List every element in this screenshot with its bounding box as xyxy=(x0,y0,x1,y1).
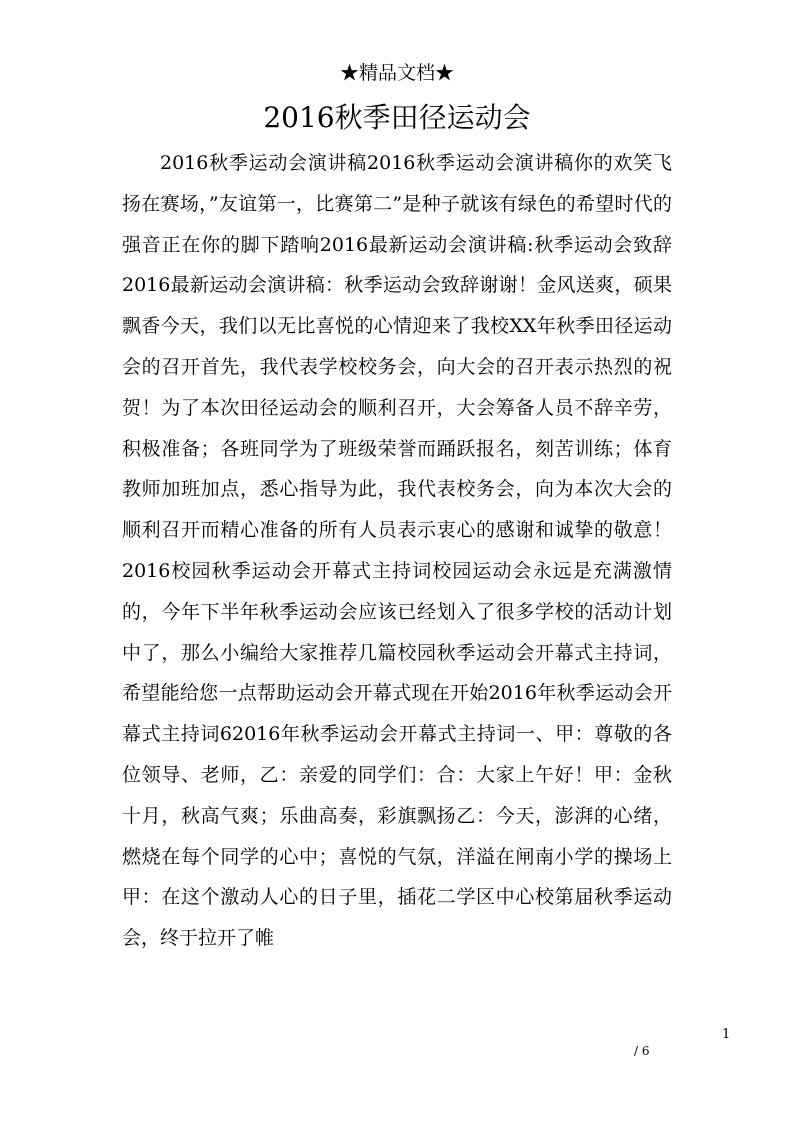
page-number: 1 xyxy=(722,1027,731,1042)
document-body: 2016秋季运动会演讲稿2016秋季运动会演讲稿你的欢笑飞扬在赛场，”友谊第一，比赛第二”是种子就该有绿色的希望时代的强音正在你的脚下踏响2016最新运动会演讲稿:秋季运动会致辞2016最新运动会演讲稿：秋季运动会致辞谢谢！金风送爽，硕果飘香今天，我们以无比喜悦的心情迎来了我校XX年秋季田径运动会的召开首先，我代表学校校务会，向大会的召开表示热烈的祝贺！为了本次田径运动会的顺利召开，大会筹备人员不辞辛劳，积极准备；各班同学为了班级荣誉而踊跃报名，刻苦训练；体育教师加班加点，悉心指导为此，我代表校务会，向为本次大会的顺利召开而精心准备的所有人员表示衷心的感谢和诚挚的敬意！2016校园秋季运动会开幕式主持词校园运动会永远是充满激情的，今年下半年秋季运动会应该已经划入了很多学校的活动计划中了，那么小编给大家推荐几篇校园秋季运动会开幕式主持词，希望能给您一点帮助运动会开幕式现在开始2016年秋季运动会开幕式主持词62016年秋季运动会开幕式主持词一、甲：尊敬的各位领导、老师，乙：亲爱的同学们：合：大家上午好！甲：金秋十月，秋高气爽；乐曲高奏，彩旗飘扬乙：今天，澎湃的心绪，燃烧在每个同学的心中；喜悦的气氛，洋溢在闸南小学的操场上甲：在这个激动人心的日子里，插花二学区中心校第届秋季运动会，终于拉开了帷 xyxy=(122,152,672,950)
page-total: / 6 xyxy=(634,1044,650,1058)
document-title: 2016秋季田径运动会 xyxy=(263,101,531,134)
header-mark: ★精品文档★ xyxy=(339,62,454,84)
